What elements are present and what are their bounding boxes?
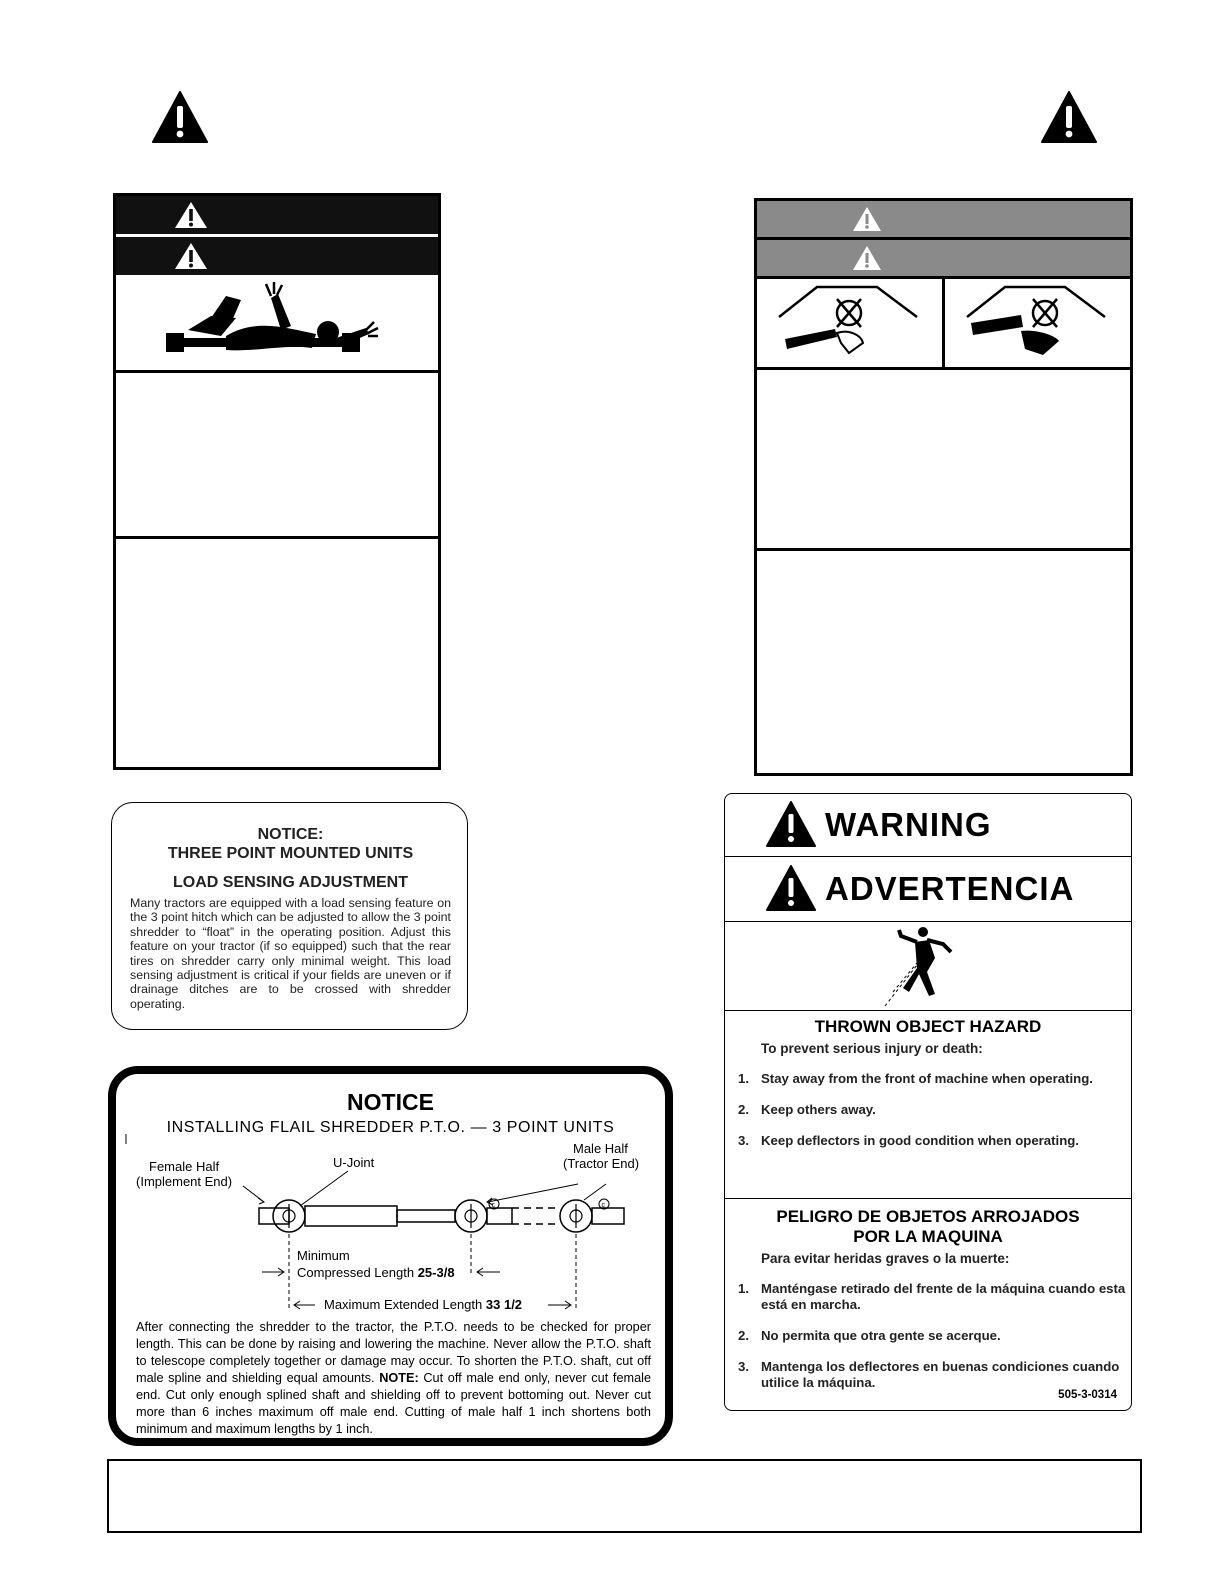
notice-heading: NOTICE: — [257, 826, 324, 843]
list-item: 3. Keep deflectors in good condition when operating. — [738, 1133, 1079, 1148]
caution-decal-rotating-blades — [754, 198, 1133, 776]
warning-triangle-icon — [765, 864, 817, 917]
tractor-end-label: (Tractor End) — [563, 1156, 640, 1171]
spanish-intro: Para evitar heridas graves o la muerte: — [761, 1251, 1010, 1266]
warning-triangle-icon — [765, 800, 817, 853]
spanish-hazard-title-line1: PELIGRO DE OBJETOS ARROJADOS — [776, 1207, 1080, 1226]
spanish-hazard-title-line2: POR LA MAQUINA — [853, 1227, 1003, 1246]
warning-triangle-icon — [852, 206, 882, 237]
list-item: 3. Mantenga los deflectores en buenas condiciones cuando utilice la máquina. — [738, 1359, 1120, 1390]
warning-title: WARNING — [825, 806, 992, 843]
notice-load-sensing-decal — [111, 802, 468, 1030]
notice-subtitle: INSTALLING FLAIL SHREDDER P.T.O. — 3 POINT UNITS — [166, 1119, 615, 1136]
footer-frame — [107, 1459, 1142, 1533]
pto-instructions-text: After connecting the shredder to the tractor, the P.T.O. needs to be checked for proper length. This can be done by raising and lowering the machine. Never allow the P.T.O. shaft to telescope completely together or damage may occur. To shorten the P.T.O. shaft, cut off male spline and shielding equal amounts. NOTE: Cut off male end only, never cut female end. Cut only enough splined shaft and shielding off to prevent bottoming out. Never cut more than 6 inches maximum off male end. Cutting of male half 1 inch shortens both minimum and maximum lengths by 1 inch. — [136, 1320, 651, 1436]
danger-decal-entanglement — [113, 193, 441, 770]
maximum-extended-length-label: Maximum Extended Length 33 1/2 — [324, 1297, 523, 1312]
compressed-length-label: Compressed Length 25-3/8 — [297, 1265, 455, 1280]
warning-header — [725, 794, 1131, 857]
hand-under-blade-icon — [757, 279, 942, 367]
cuidado-header-band — [757, 240, 1130, 279]
advertencia-title: ADVERTENCIA — [825, 870, 1075, 907]
list-item: 1. Stay away from the front of machine when operating. — [738, 1071, 1093, 1086]
entanglement-pictogram — [116, 278, 438, 373]
warning-triangle-icon — [852, 245, 882, 276]
danger-header-band — [116, 196, 438, 237]
warning-thrown-object-decal — [724, 793, 1132, 1411]
warning-triangle-icon-right — [1040, 90, 1098, 144]
notice-subheading: THREE POINT MOUNTED UNITS — [167, 845, 414, 862]
decal-english-text-area — [757, 370, 1130, 551]
notice-title: NOTICE — [347, 1089, 434, 1115]
note-label: NOTE: — [379, 1371, 419, 1385]
english-instructions — [725, 1011, 1131, 1199]
notice-section-title: LOAD SENSING ADJUSTMENT — [173, 874, 408, 891]
male-half-label: Male Half — [573, 1141, 628, 1156]
extended-length-value: 33 1/2 — [485, 1297, 523, 1312]
warning-triangle-icon — [173, 200, 209, 235]
spanish-instructions — [725, 1199, 1131, 1405]
caution-header-band — [757, 201, 1130, 240]
pto-shaft-diagram — [116, 1074, 665, 1314]
minimum-label: Minimum — [297, 1248, 350, 1263]
peligro-header-band — [116, 237, 438, 278]
list-item: 2. No permita que otra gente se acerque. — [738, 1328, 1001, 1343]
list-item: 2. Keep others away. — [738, 1102, 876, 1117]
english-steps-list — [725, 1071, 1131, 1149]
implement-end-label: (Implement End) — [136, 1174, 233, 1189]
svg-text:c: c — [601, 1202, 605, 1209]
foot-under-blade-icon — [942, 279, 1130, 367]
advertencia-header — [725, 857, 1131, 922]
u-joint-label: U-Joint — [333, 1155, 375, 1170]
compressed-length-value: 25-3/8 — [417, 1265, 455, 1280]
spanish-steps-list — [725, 1281, 1131, 1391]
warning-triangle-icon-left — [151, 90, 209, 144]
person-caught-in-driveline-icon — [116, 278, 438, 370]
svg-text:c: c — [491, 1202, 495, 1209]
person-hit-by-object-icon — [865, 922, 985, 1010]
warning-triangle-icon — [173, 241, 209, 276]
female-half-label: Female Half — [149, 1159, 220, 1174]
decal-english-text-area — [116, 373, 438, 539]
notice-body-text: Many tractors are equipped with a load sensing feature on the 3 point hitch which can be adjusted to allow the 3 point shredder to “float” in the operating position. Adjust this feature on your tractor (if so equipped) such that the rear tires on shredder carry only minimal weight. This load sensing adjustment is critical if your fields are uneven or if drainage ditches are to be crossed with shredder operating. — [130, 896, 451, 1011]
english-intro: To prevent serious injury or death: — [761, 1041, 983, 1056]
thrown-object-pictogram — [725, 922, 1131, 1011]
notice-pto-install-decal — [108, 1066, 673, 1446]
part-number: 505-3-0314 — [1058, 1389, 1117, 1401]
rotating-blade-pictograms — [757, 279, 1130, 370]
thrown-object-hazard-title: THROWN OBJECT HAZARD — [814, 1017, 1042, 1036]
list-item: 1. Manténgase retirado del frente de la máquina cuando esta está en marcha. — [738, 1281, 1126, 1312]
